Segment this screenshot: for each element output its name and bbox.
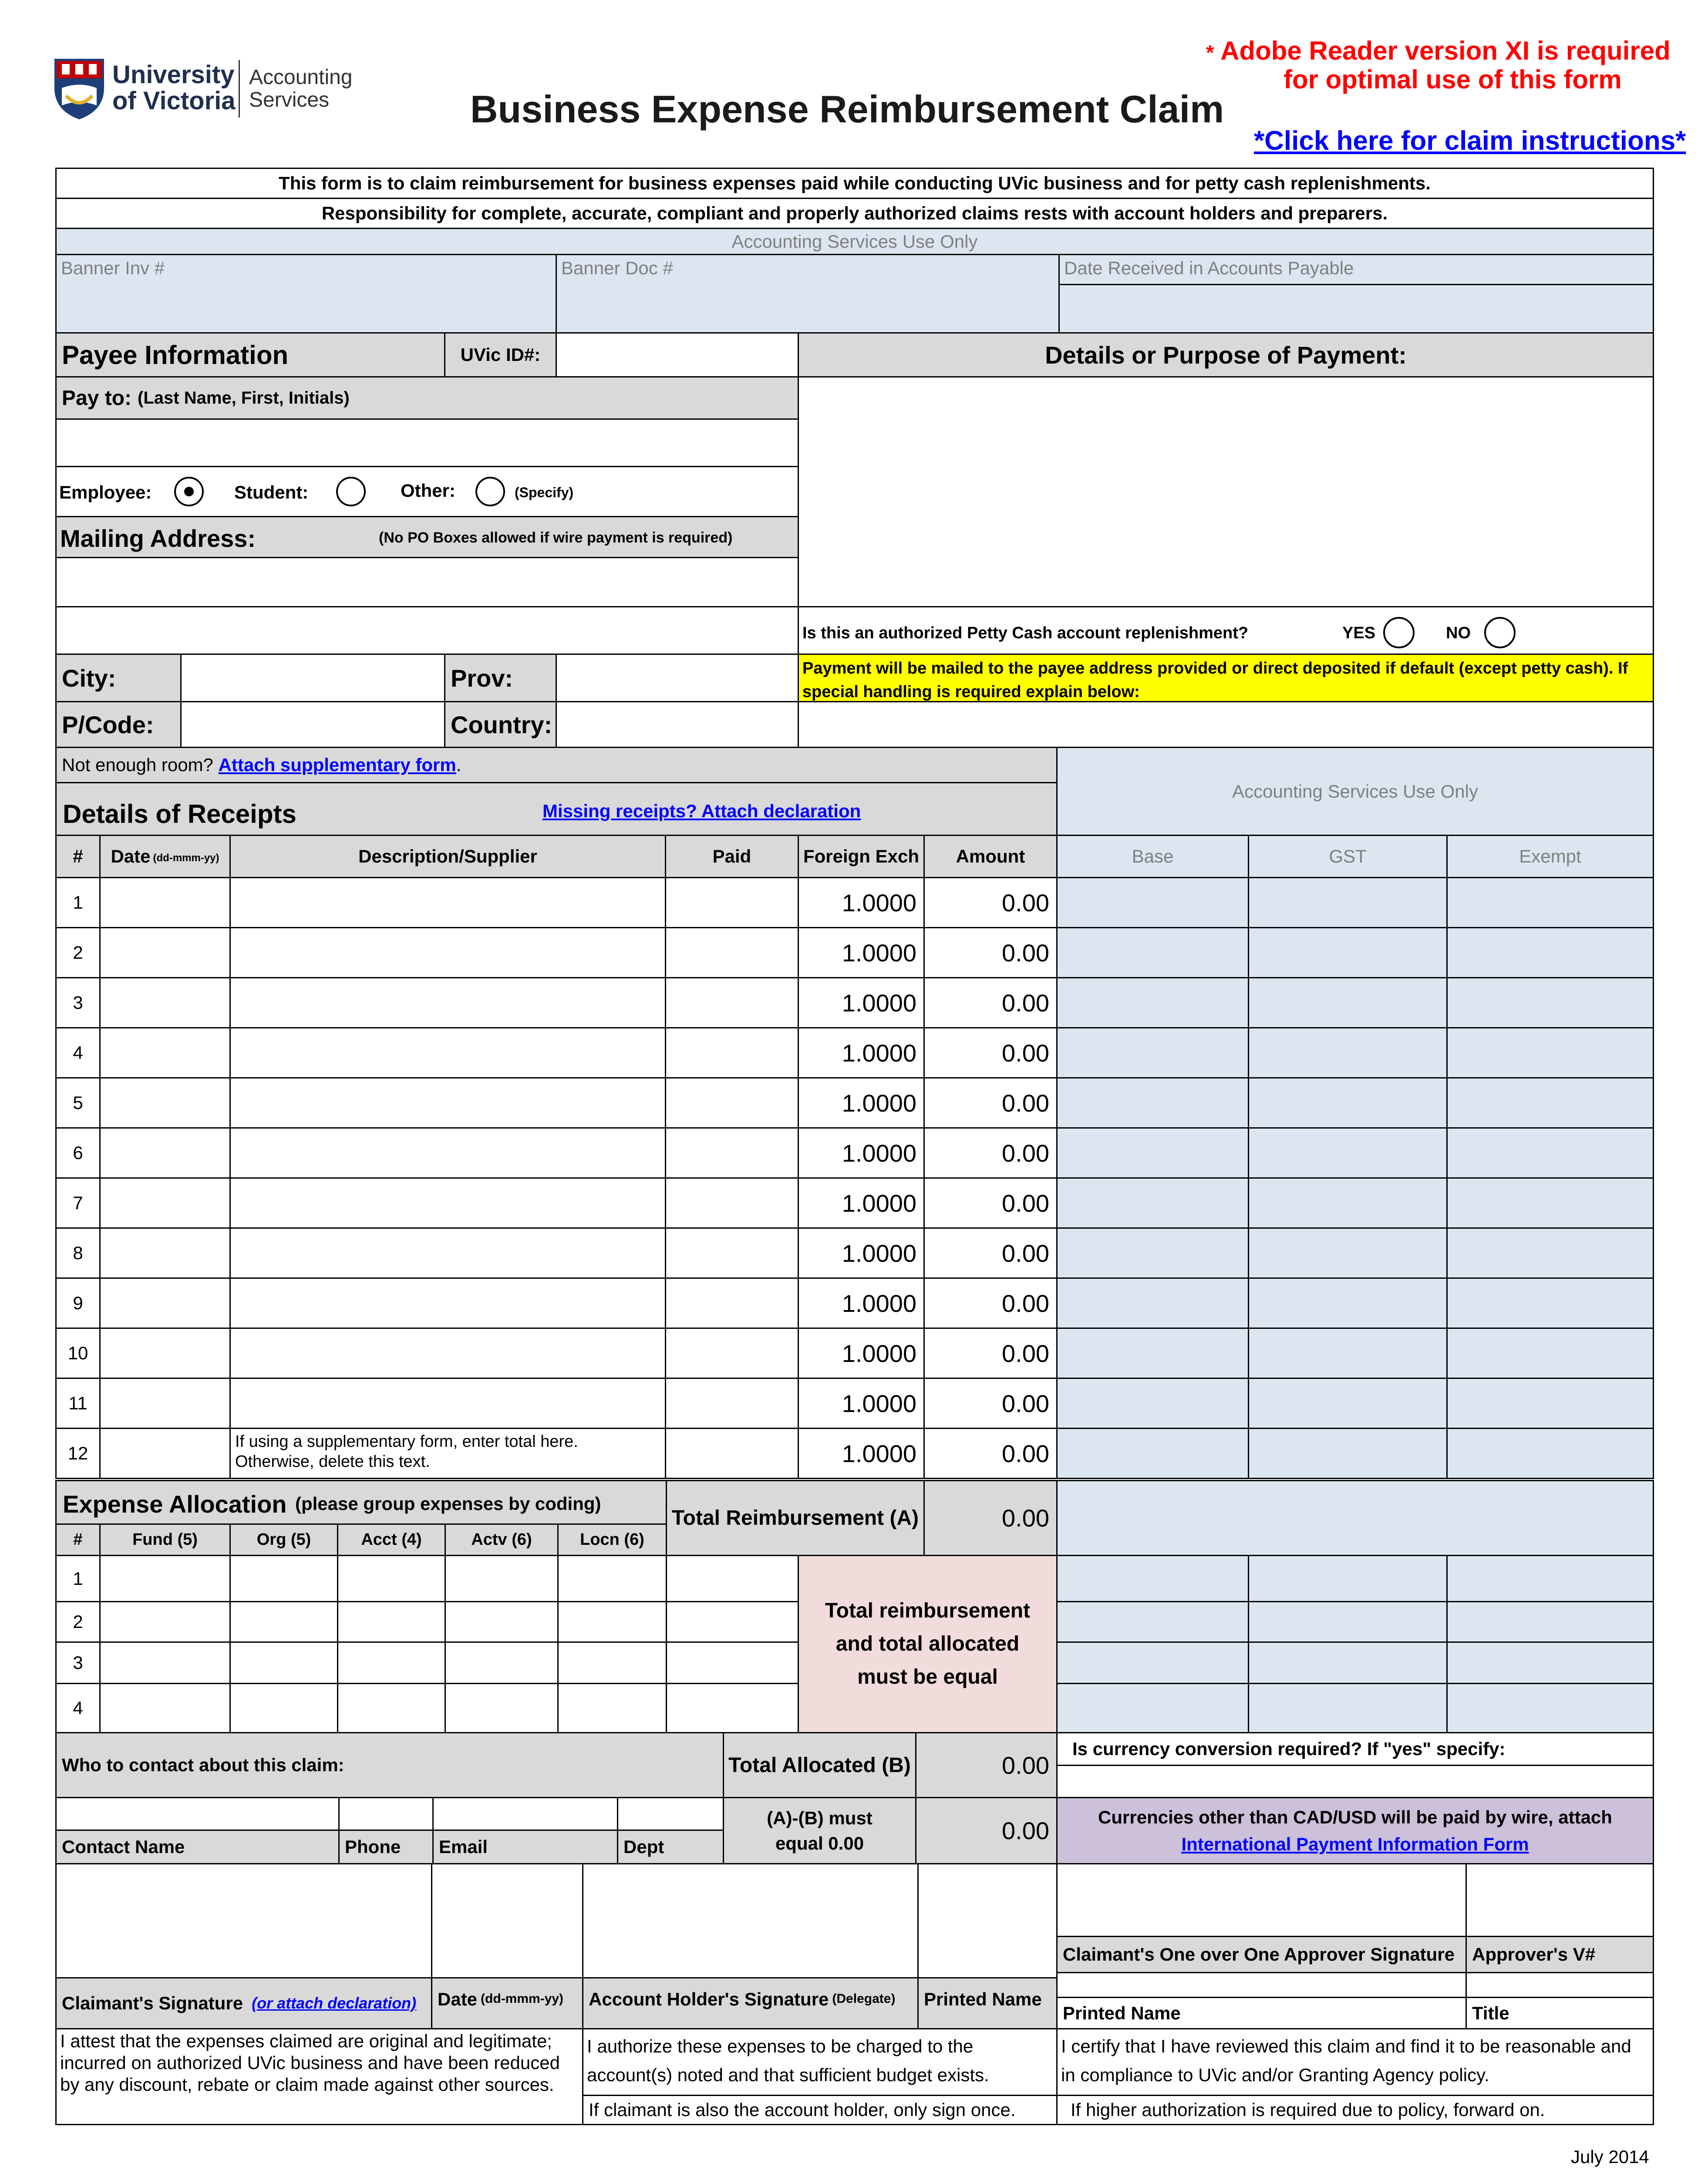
payee-type-row (55, 466, 799, 517)
receipt-row-number: 8 (55, 1227, 101, 1279)
supplementary-note-line2: Otherwise, delete this text. (235, 1452, 430, 1471)
receipt-description-input[interactable] (229, 1027, 666, 1078)
receipts-col-paid: Paid (665, 835, 799, 878)
receipt-fx-rate[interactable]: 1.0000 (798, 1277, 925, 1329)
attach-supplementary-link[interactable]: Attach supplementary form (218, 755, 456, 775)
allocation-base-cell (1056, 1555, 1249, 1602)
allocation-gst-cell (1248, 1641, 1448, 1684)
receipt-amount: 0.00 (923, 1428, 1058, 1479)
receipt-exempt-cell (1446, 1027, 1654, 1078)
petty-cash-no-label: NO (1446, 624, 1471, 642)
receipt-exempt-cell (1446, 1177, 1654, 1229)
allocation-gst-cell (1248, 1601, 1448, 1643)
receipt-paid-input[interactable] (665, 877, 799, 928)
allocation-heading-hint: (please group expenses by coding) (295, 1493, 601, 1514)
mailing-address-hint: (No PO Boxes allowed if wire payment is required) (379, 529, 733, 546)
receipt-base-cell (1056, 1328, 1249, 1379)
allocation-exempt-cell (1446, 1601, 1654, 1643)
receipt-base-cell (1056, 1077, 1249, 1129)
receipt-date-input[interactable] (99, 1077, 231, 1129)
approver-signature-label: Claimant's One over One Approver Signature (1056, 1936, 1467, 1973)
dept-name-line1: Accounting (249, 66, 353, 89)
approver-v-field[interactable] (1465, 1863, 1654, 1937)
receipt-fx-rate[interactable]: 1.0000 (798, 1077, 925, 1129)
higher-authorization-note: If higher authorization is required due to policy, forward on. (1056, 2095, 1654, 2125)
receipts-col-amount: Amount (923, 835, 1058, 878)
account-holder-text: Account Holder's Signature (589, 1989, 829, 2009)
allocation-row-number: 4 (55, 1683, 101, 1733)
allocation-exempt-cell (1446, 1641, 1654, 1684)
country-input[interactable] (556, 701, 799, 748)
authorize-statement: I authorize these expenses to be charged to the account(s) noted and that sufficient budget exists. (582, 2028, 1058, 2096)
receipt-description-input[interactable] (229, 1328, 666, 1379)
not-enough-room-text: Not enough room? (62, 755, 213, 775)
receipt-date-input[interactable] (99, 1027, 231, 1078)
claimant-date-label (431, 1977, 583, 2029)
phone-label: Phone (338, 1830, 434, 1864)
university-name-line1: University (112, 61, 235, 89)
receipt-row-number: 7 (55, 1177, 101, 1229)
receipts-col-desc: Description/Supplier (229, 835, 666, 878)
allocation-heading: Expense Allocation (63, 1490, 287, 1518)
pay-to-hint: (Last Name, First, Initials) (138, 388, 350, 408)
receipt-description-input[interactable] (229, 927, 666, 978)
allocation-acct-input[interactable] (337, 1555, 446, 1602)
allocation-col-locn: Locn (6) (557, 1523, 667, 1556)
receipt-row-number: 4 (55, 1027, 101, 1078)
notice-text-1: Adobe Reader version XI is required (1220, 36, 1671, 65)
receipt-base-cell (1056, 1378, 1249, 1429)
receipt-fx-rate[interactable]: 1.0000 (798, 1378, 925, 1429)
receipt-date-input[interactable] (99, 877, 231, 928)
petty-cash-row (798, 606, 1654, 655)
uvic-id-input[interactable] (556, 332, 799, 377)
claimant-date-hint: (dd-mmm-yy) (481, 1992, 564, 2006)
allocation-locn-input[interactable] (557, 1555, 667, 1602)
receipt-fx-rate[interactable]: 1.0000 (798, 1127, 925, 1179)
acct-use-only-banner: Accounting Services Use Only (55, 228, 1654, 255)
receipt-base-cell (1056, 1027, 1249, 1078)
receipt-exempt-cell (1446, 1428, 1654, 1479)
city-label: City: (55, 654, 182, 702)
allocation-actv-input[interactable] (445, 1601, 559, 1643)
receipt-fx-rate[interactable]: 1.0000 (798, 977, 925, 1028)
claim-instructions-link[interactable]: *Click here for claim instructions* (1254, 126, 1686, 156)
receipt-description-input[interactable] (229, 877, 666, 928)
attest-statement: I attest that the expenses claimed are original and legitimate; incurred on authorized UVic business and have been reduced by any discount, rebate or claim made against other sources. (55, 2028, 583, 2125)
receipts-col-fx: Foreign Exch (798, 835, 925, 878)
receipt-gst-cell (1248, 1127, 1448, 1179)
receipt-description-input[interactable] (229, 1277, 666, 1329)
details-purpose-input[interactable] (798, 376, 1654, 607)
date-col-hint: (dd-mmm-yy) (153, 852, 219, 864)
adobe-notice-line1 (1206, 36, 1671, 66)
allocation-org-input[interactable] (229, 1601, 338, 1643)
receipt-gst-cell (1248, 927, 1448, 978)
receipt-paid-input[interactable] (665, 1328, 799, 1379)
approver-v-label: Approver's V# (1465, 1936, 1654, 1973)
employee-radio[interactable] (174, 477, 204, 506)
dept-label: Dept (617, 1830, 724, 1864)
claimant-date-text: Date (438, 1989, 478, 2009)
receipt-gst-cell (1248, 877, 1448, 928)
receipt-date-input[interactable] (99, 927, 231, 978)
date-col-label: Date (111, 846, 151, 866)
receipt-row-number: 6 (55, 1127, 101, 1179)
allocation-amount-input[interactable] (666, 1683, 799, 1733)
prov-input[interactable] (556, 654, 799, 702)
supplementary-note-line1: If using a supplementary form, enter total here. (235, 1432, 578, 1451)
receipt-exempt-cell (1446, 1277, 1654, 1329)
receipt-paid-input[interactable] (665, 1027, 799, 1078)
claimant-date-field[interactable] (431, 1863, 583, 1978)
receipt-row-number: 12 (55, 1428, 101, 1479)
special-handling-input[interactable] (798, 701, 1654, 748)
allocation-col-actv: Actv (6) (445, 1523, 559, 1556)
pcode-input[interactable] (180, 701, 445, 748)
ab-difference-value: 0.00 (915, 1797, 1058, 1864)
student-label: Student: (234, 482, 309, 502)
adobe-notice-line2: for optimal use of this form (1284, 65, 1622, 94)
receipt-gst-cell (1248, 1378, 1448, 1429)
missing-receipts-link[interactable]: Missing receipts? Attach declaration (542, 801, 861, 821)
allocation-org-input[interactable] (229, 1641, 338, 1684)
allocation-heading-row (55, 1480, 667, 1525)
prov-label: Prov: (444, 654, 557, 702)
dept-input[interactable] (617, 1797, 724, 1831)
receipt-base-cell (1056, 927, 1249, 978)
ab-label-line1: (A)-(B) must (767, 1807, 873, 1828)
receipt-description-input[interactable] (229, 1378, 666, 1429)
pcode-label: P/Code: (55, 701, 182, 748)
payee-heading: Payee Information (55, 332, 445, 377)
receipt-description-input[interactable] (229, 1428, 666, 1479)
equal-note-line2: and total allocated (835, 1632, 1020, 1655)
city-input[interactable] (180, 654, 445, 702)
total-allocated-label: Total Allocated (B) (723, 1732, 916, 1798)
dept-name-line2: Services (249, 88, 330, 111)
banner-inv-field[interactable] (55, 254, 557, 334)
allocation-col-num: # (55, 1523, 101, 1556)
receipt-paid-input[interactable] (665, 977, 799, 1028)
total-reimbursement-acct-area (1056, 1480, 1654, 1556)
allocation-base-cell (1056, 1641, 1249, 1684)
receipt-row-number: 1 (55, 877, 101, 928)
approver-title-field[interactable] (1465, 1972, 1654, 1998)
allocation-amount-input[interactable] (666, 1641, 799, 1684)
approver-printed-name-field[interactable] (1056, 1972, 1467, 1998)
receipt-description-input[interactable] (229, 1227, 666, 1279)
receipt-row-number: 2 (55, 927, 101, 978)
allocation-amount-input[interactable] (666, 1555, 799, 1602)
receipts-col-gst: GST (1248, 835, 1448, 878)
receipt-fx-rate[interactable]: 1.0000 (798, 1328, 925, 1379)
total-allocated-value: 0.00 (915, 1732, 1058, 1798)
account-holder-printed-name-label: Printed Name (917, 1977, 1058, 2029)
specify-label: (Specify) (515, 485, 574, 500)
uvic-logo (53, 57, 105, 121)
wire-payment-note (1056, 1797, 1654, 1864)
receipts-heading-row (55, 782, 1058, 836)
allocation-actv-input[interactable] (445, 1641, 559, 1684)
receipt-amount: 0.00 (923, 1177, 1058, 1229)
receipt-gst-cell (1248, 1277, 1448, 1329)
uvic-id-label: UVic ID#: (444, 332, 557, 377)
date-received-field[interactable] (1058, 284, 1654, 334)
receipt-fx-rate[interactable]: 1.0000 (798, 1227, 925, 1279)
employee-label: Employee: (59, 482, 152, 502)
receipt-base-cell (1056, 1177, 1249, 1229)
allocation-col-fund: Fund (5) (99, 1523, 231, 1556)
mailing-address-line2[interactable] (55, 606, 799, 655)
receipt-paid-input[interactable] (665, 1077, 799, 1129)
receipt-exempt-cell (1446, 1378, 1654, 1429)
receipt-description-input[interactable] (229, 977, 666, 1028)
receipts-col-num: # (55, 835, 101, 878)
currency-conversion-input[interactable] (1056, 1765, 1654, 1798)
total-reimbursement-label: Total Reimbursement (A) (666, 1480, 925, 1556)
pay-to-row (55, 376, 799, 420)
receipt-amount: 0.00 (923, 977, 1058, 1028)
allocation-actv-input[interactable] (445, 1683, 559, 1733)
other-label: Other: (401, 480, 455, 501)
not-enough-room-row (55, 747, 1058, 783)
receipt-gst-cell (1248, 1227, 1448, 1279)
intl-payment-form-link[interactable]: International Payment Information Form (1181, 1833, 1529, 1854)
other-radio[interactable] (475, 477, 505, 506)
email-input[interactable] (432, 1797, 618, 1831)
receipt-gst-cell (1248, 1077, 1448, 1129)
or-attach-declaration-link[interactable]: (or attach declaration) (252, 1994, 417, 2012)
allocation-fund-input[interactable] (99, 1601, 231, 1643)
currency-conversion-row (1056, 1732, 1654, 1766)
contact-name-input[interactable] (55, 1797, 340, 1831)
receipt-description-input[interactable] (229, 1127, 666, 1179)
receipt-fx-rate[interactable]: 1.0000 (798, 1027, 925, 1078)
who-to-contact-label: Who to contact about this claim: (55, 1732, 724, 1798)
receipt-exempt-cell (1446, 977, 1654, 1028)
allocation-col-org: Org (5) (229, 1523, 338, 1556)
uvic-crest-icon (53, 57, 105, 121)
receipt-gst-cell (1248, 1328, 1448, 1379)
allocation-exempt-cell (1446, 1683, 1654, 1733)
receipt-amount: 0.00 (923, 1077, 1058, 1129)
receipt-base-cell (1056, 977, 1249, 1028)
receipt-row-number: 9 (55, 1277, 101, 1329)
sign-once-note: If claimant is also the account holder, only sign once. (582, 2095, 1058, 2125)
receipt-amount: 0.00 (923, 1328, 1058, 1379)
equal-note (798, 1555, 1058, 1733)
receipt-paid-input[interactable] (665, 1428, 799, 1479)
petty-cash-question: Is this an authorized Petty Cash account replenishment? (802, 624, 1249, 642)
receipt-base-cell (1056, 1277, 1249, 1329)
allocation-col-acct: Acct (4) (337, 1523, 446, 1556)
receipt-date-input[interactable] (99, 1378, 231, 1429)
receipt-amount: 0.00 (923, 1378, 1058, 1429)
receipt-fx-rate[interactable]: 1.0000 (798, 1428, 925, 1479)
allocation-gst-cell (1248, 1683, 1448, 1733)
receipts-acct-use-only: Accounting Services Use Only (1056, 747, 1654, 836)
approver-title-label: Title (1465, 1997, 1654, 2029)
claimant-signature-label (55, 1977, 432, 2029)
country-label: Country: (444, 701, 557, 748)
receipt-exempt-cell (1446, 1077, 1654, 1129)
allocation-fund-input[interactable] (99, 1641, 231, 1684)
receipt-fx-rate[interactable]: 1.0000 (798, 1177, 925, 1229)
allocation-acct-input[interactable] (337, 1641, 446, 1684)
receipt-base-cell (1056, 1227, 1249, 1279)
petty-cash-yes-label: YES (1342, 624, 1376, 642)
receipt-amount: 0.00 (923, 1027, 1058, 1078)
receipt-exempt-cell (1446, 927, 1654, 978)
intro-line-2: Responsibility for complete, accurate, compliant and properly authorized claims rests with account holders and preparers. (55, 198, 1654, 229)
wire-note-text: Currencies other than CAD/USD will be paid by wire, attach (1098, 1806, 1612, 1827)
intro-line-1: This form is to claim reimbursement for business expenses paid while conducting UVic business and for petty cash replenishments. (55, 168, 1654, 199)
receipt-row-number: 11 (55, 1378, 101, 1429)
receipt-fx-rate[interactable]: 1.0000 (798, 927, 925, 978)
receipt-gst-cell (1248, 1177, 1448, 1229)
email-label: Email (432, 1830, 618, 1864)
receipt-gst-cell (1248, 977, 1448, 1028)
ab-must-equal-label (723, 1797, 916, 1864)
receipt-date-input[interactable] (99, 1328, 231, 1379)
total-reimbursement-value: 0.00 (923, 1480, 1058, 1556)
receipts-col-exempt: Exempt (1446, 835, 1654, 878)
receipt-row-number: 3 (55, 977, 101, 1028)
receipt-amount: 0.00 (923, 877, 1058, 928)
receipt-base-cell (1056, 877, 1249, 928)
allocation-locn-input[interactable] (557, 1601, 667, 1643)
receipt-amount: 0.00 (923, 1127, 1058, 1179)
allocation-row-number: 3 (55, 1641, 101, 1684)
receipt-paid-input[interactable] (665, 1227, 799, 1279)
receipt-date-input[interactable] (99, 1428, 231, 1479)
receipt-paid-input[interactable] (665, 927, 799, 978)
receipt-exempt-cell (1446, 877, 1654, 928)
allocation-base-cell (1056, 1601, 1249, 1643)
receipt-paid-input[interactable] (665, 1277, 799, 1329)
allocation-org-input[interactable] (229, 1683, 338, 1733)
receipt-fx-rate[interactable]: 1.0000 (798, 877, 925, 928)
claimant-signature-text: Claimant's Signature (62, 1993, 243, 2013)
receipt-date-input[interactable] (99, 1277, 231, 1329)
receipt-row-number: 5 (55, 1077, 101, 1129)
mailing-address-row (55, 516, 799, 558)
date-received-label: Date Received in Accounts Payable (1064, 258, 1354, 278)
receipt-amount: 0.00 (923, 927, 1058, 978)
allocation-fund-input[interactable] (99, 1555, 231, 1602)
receipt-exempt-cell (1446, 1127, 1654, 1179)
petty-cash-no-radio[interactable] (1484, 617, 1516, 648)
receipt-description-input[interactable] (229, 1077, 666, 1129)
allocation-acct-input[interactable] (337, 1683, 446, 1733)
approver-printed-name-label: Printed Name (1056, 1997, 1467, 2029)
details-purpose-heading: Details or Purpose of Payment: (798, 332, 1654, 377)
certify-statement: I certify that I have reviewed this claim and find it to be reasonable and in compliance to UVic and/or Granting Agency policy. (1056, 2028, 1654, 2096)
allocation-fund-input[interactable] (99, 1683, 231, 1733)
receipt-row-number: 10 (55, 1328, 101, 1379)
mailing-address-label: Mailing Address: (60, 525, 256, 552)
page-title: Business Expense Reimbursement Claim (470, 88, 1224, 131)
receipt-date-input[interactable] (99, 1177, 231, 1229)
receipts-col-base: Base (1056, 835, 1249, 878)
receipt-exempt-cell (1446, 1227, 1654, 1279)
receipt-gst-cell (1248, 1428, 1448, 1479)
account-holder-signature-field[interactable] (582, 1863, 919, 1978)
allocation-locn-input[interactable] (557, 1683, 667, 1733)
receipt-paid-input[interactable] (665, 1127, 799, 1179)
receipt-amount: 0.00 (923, 1227, 1058, 1279)
receipts-heading: Details of Receipts (63, 799, 296, 829)
date-received-label-cell (1058, 254, 1654, 285)
allocation-actv-input[interactable] (445, 1555, 559, 1602)
allocation-exempt-cell (1446, 1555, 1654, 1602)
account-holder-printed-name-field[interactable] (917, 1863, 1058, 1978)
allocation-gst-cell (1248, 1555, 1448, 1602)
mailing-address-line1[interactable] (55, 557, 799, 607)
allocation-org-input[interactable] (229, 1555, 338, 1602)
phone-input[interactable] (338, 1797, 434, 1831)
mail-deposit-note: Payment will be mailed to the payee address provided or direct deposited if default (except petty cash). If special handling is required explain below: (798, 654, 1654, 702)
claimant-signature-field[interactable] (55, 1863, 432, 1978)
receipt-base-cell (1056, 1428, 1249, 1479)
allocation-locn-input[interactable] (557, 1641, 667, 1684)
banner-doc-label: Banner Doc # (561, 258, 673, 278)
receipt-paid-input[interactable] (665, 1378, 799, 1429)
allocation-acct-input[interactable] (337, 1601, 446, 1643)
receipt-amount: 0.00 (923, 1277, 1058, 1329)
receipt-description-input[interactable] (229, 1177, 666, 1229)
pay-to-input[interactable] (55, 418, 799, 467)
receipt-date-input[interactable] (99, 1227, 231, 1279)
notice-star: * (1206, 41, 1214, 64)
allocation-row-number: 1 (55, 1555, 101, 1602)
allocation-amount-input[interactable] (666, 1601, 799, 1643)
ab-label-line2: equal 0.00 (775, 1833, 864, 1853)
receipt-paid-input[interactable] (665, 1177, 799, 1229)
receipt-gst-cell (1248, 1027, 1448, 1078)
account-holder-delegate: (Delegate) (832, 1992, 896, 2006)
account-holder-signature-label (582, 1977, 919, 2029)
receipt-base-cell (1056, 1127, 1249, 1179)
approver-signature-field[interactable] (1056, 1863, 1467, 1937)
receipts-col-date (99, 835, 231, 878)
currency-conversion-question: Is currency conversion required? If "yes" specify: (1072, 1739, 1506, 1759)
pay-to-label: Pay to: (62, 386, 132, 410)
equal-note-line1: Total reimbursement (825, 1599, 1031, 1622)
equal-note-line3: must be equal (857, 1665, 998, 1688)
logo-divider (239, 60, 240, 118)
form-version-date: July 2014 (1571, 2147, 1649, 2167)
university-name-line2: of Victoria (112, 87, 236, 115)
petty-cash-yes-radio[interactable] (1383, 617, 1415, 648)
banner-inv-label: Banner Inv # (61, 258, 165, 278)
contact-name-label: Contact Name (55, 1830, 340, 1864)
student-radio[interactable] (336, 477, 366, 506)
receipt-date-input[interactable] (99, 1127, 231, 1179)
not-enough-room-period: . (456, 755, 462, 775)
allocation-base-cell (1056, 1683, 1249, 1733)
receipt-date-input[interactable] (99, 977, 231, 1028)
allocation-row-number: 2 (55, 1601, 101, 1643)
receipt-exempt-cell (1446, 1328, 1654, 1379)
banner-doc-field[interactable] (556, 254, 1060, 334)
